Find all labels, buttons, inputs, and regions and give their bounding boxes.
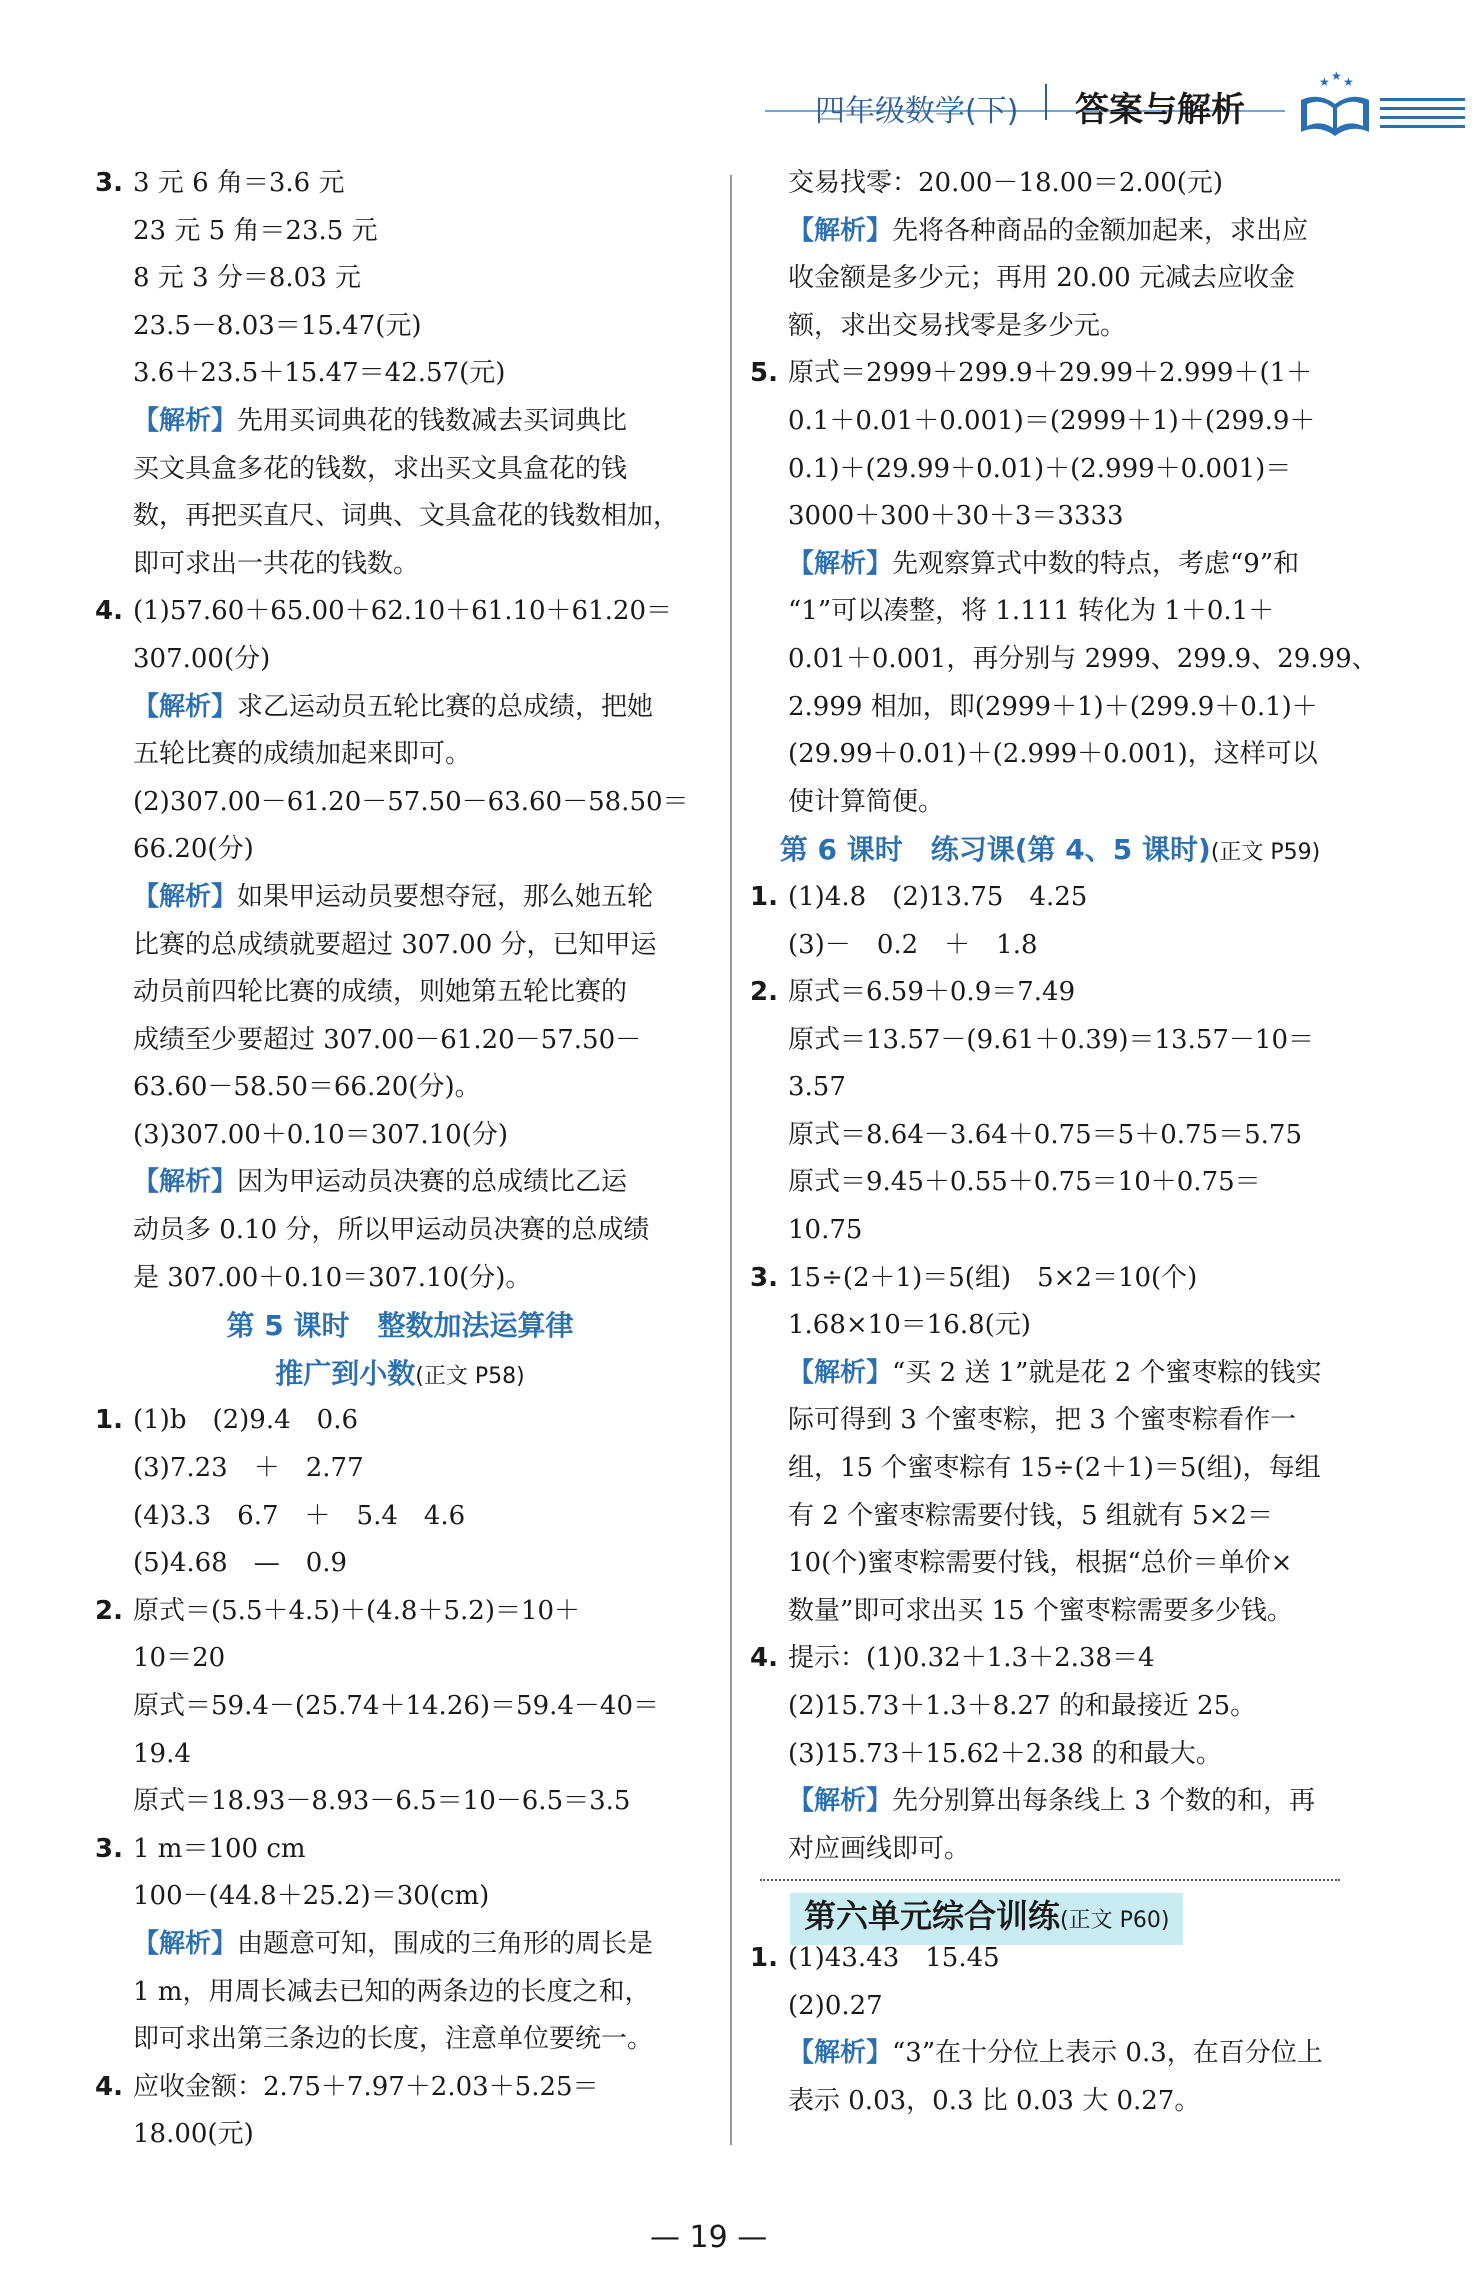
text-line: (2)307.00－61.20－57.50－63.60－58.50＝ (133, 786, 689, 817)
text-line: 五轮比赛的成绩加起来即可。 (133, 739, 472, 770)
text-line: 成绩至少要超过 307.00－61.20－57.50－ (133, 1024, 642, 1055)
text-line: 原式＝18.93－8.93－6.5＝10－6.5＝3.5 (133, 1786, 631, 1817)
analysis-line: 【解析】如果甲运动员要想夺冠，那么她五轮 (133, 881, 654, 912)
text-line: “1”可以凑整，将 1.111 转化为 1＋0.1＋ (788, 596, 1275, 627)
text-line: (3)307.00＋0.10＝307.10(分) (133, 1119, 508, 1150)
question-line: 1. (1)b (2)9.4 0.6 (95, 1397, 705, 1445)
text-line: 0.1)＋(29.99＋0.01)＋(2.999＋0.001)＝ (788, 453, 1292, 484)
question-line: 3. 15÷(2＋1)＝5(组) 5×2＝10(个) (750, 1255, 1350, 1303)
text-line: 66.20(分) (133, 834, 254, 865)
text-line: (2)0.27 (788, 1990, 883, 2021)
header-lines (1380, 98, 1465, 134)
text-line: 动员多 0.10 分，所以甲运动员决赛的总成绩 (133, 1215, 650, 1246)
question-number: 1. (750, 1942, 778, 1973)
text-line: 23 元 5 角＝23.5 元 (133, 215, 378, 246)
question-line: 1. (1)4.8 (2)13.75 4.25 (750, 874, 1350, 922)
question-line: 4. (1)57.60＋65.00＋62.10＋61.10＋61.20＝ (95, 588, 705, 636)
analysis-label: 【解析】 (133, 691, 238, 722)
svg-text:★: ★ (1343, 75, 1354, 89)
section-heading: 推广到小数(正文 P58) (275, 1356, 525, 1390)
question-number: 4. (95, 596, 123, 627)
question-number: 2. (750, 977, 778, 1008)
text-line: 18.00(元) (133, 2119, 254, 2150)
analysis-label: 【解析】 (788, 1786, 893, 1817)
analysis-line: 【解析】“买 2 送 1”就是花 2 个蜜枣粽的钱实 (788, 1357, 1322, 1388)
question-number: 3. (750, 1262, 778, 1293)
text-line: 动员前四轮比赛的成绩，则她第五轮比赛的 (133, 977, 628, 1008)
text-line: (3)7.23 ＋ 2.77 (133, 1453, 364, 1484)
text-line: 0.01＋0.001，再分别与 2999、299.9、29.99、 (788, 643, 1378, 674)
text-line: 使计算简便。 (788, 786, 945, 817)
analysis-label: 【解析】 (133, 1167, 238, 1198)
text-line: 0.1＋0.01＋0.001)＝(2999＋1)＋(299.9＋ (788, 405, 1316, 436)
analysis-label: 【解析】 (788, 215, 893, 246)
text-line: (2)15.73＋1.3＋8.27 的和最接近 25。 (788, 1691, 1257, 1721)
text-line: 3000＋300＋30＋3＝3333 (788, 501, 1124, 532)
analysis-line: 【解析】先将各种商品的金额加起来，求出应 (788, 215, 1309, 246)
question-line: 1. (1)43.43 15.45 (750, 1935, 1350, 1983)
text-line: 307.00(分) (133, 643, 271, 674)
text-line: 数，再把买直尺、词典、文具盒花的钱数相加， (133, 501, 680, 532)
text-line: (4)3.3 6.7 ＋ 5.4 4.6 (133, 1500, 466, 1531)
text-line: 额，求出交易找零是多少元。 (788, 310, 1127, 341)
question-line: 5. 原式＝2999＋299.9＋29.99＋2.999＋(1＋ (750, 350, 1350, 398)
text-line: 1.68×10＝16.8(元) (788, 1310, 1031, 1341)
right-column (750, 160, 1378, 2125)
unit-title: 第六单元综合训练(正文 P60) (790, 1893, 1183, 1945)
question-line: 4. 应收金额：2.75＋7.97＋2.03＋5.25＝ (95, 2064, 705, 2112)
text-line: 原式＝9.45＋0.55＋0.75＝10＋0.75＝ (788, 1167, 1261, 1198)
text-line: 组，15 个蜜枣粽有 15÷(2＋1)＝5(组)，每组 (788, 1453, 1321, 1484)
question-line: 3. 3 元 6 角＝3.6 元 (95, 160, 705, 208)
text-line: 原式＝8.64－3.64＋0.75＝5＋0.75＝5.75 (788, 1119, 1302, 1150)
text-line: 1 m，用周长减去已知的两条边的长度之和， (133, 1976, 651, 2007)
text-line: 数量”即可求出买 15 个蜜枣粽需要多少钱。 (788, 1595, 1293, 1626)
text-line: (3)15.73＋15.62＋2.38 的和最大。 (788, 1738, 1222, 1769)
text-line: (3)－ 0.2 ＋ 1.8 (788, 929, 1038, 960)
question-number: 4. (750, 1643, 778, 1674)
open-book-stars-icon (1295, 70, 1375, 140)
text-line: (29.99＋0.01)＋(2.999＋0.001)，这样可以 (788, 739, 1318, 770)
text-line: (5)4.68 — 0.9 (133, 1548, 348, 1579)
text-line: 对应画线即可。 (788, 1833, 971, 1864)
unit-heading (750, 1887, 1350, 1935)
text-line: 际可得到 3 个蜜枣粽，把 3 个蜜枣粽看作一 (788, 1405, 1297, 1436)
text-line: 表示 0.03，0.3 比 0.03 大 0.27。 (788, 2085, 1201, 2116)
question-number: 5. (750, 358, 778, 389)
text-line: 有 2 个蜜枣粽需要付钱，5 组就有 5×2＝ (788, 1500, 1274, 1531)
text-line: 交易找零：20.00－18.00＝2.00(元) (788, 168, 1224, 198)
question-number: 3. (95, 168, 123, 198)
text-line: 原式＝13.57－(9.61＋0.39)＝13.57－10＝ (788, 1024, 1315, 1055)
text-line: 10＝20 (133, 1643, 226, 1674)
question-line: 2. 原式＝(5.5＋4.5)＋(4.8＋5.2)＝10＋ (95, 1588, 705, 1636)
text-line: 收金额是多少元；再用 20.00 元减去应收金 (788, 263, 1295, 294)
text-line: 100－(44.8＋25.2)＝30(cm) (133, 1881, 490, 1912)
text-line: 8 元 3 分＝8.03 元 (133, 263, 362, 294)
text-line: 即可求出第三条边的长度，注意单位要统一。 (133, 2024, 654, 2055)
question-number: 1. (95, 1405, 123, 1436)
analysis-line: 【解析】“3”在十分位上表示 0.3，在百分位上 (788, 2038, 1323, 2069)
analysis-label: 【解析】 (133, 405, 238, 436)
svg-text:★: ★ (1331, 70, 1342, 83)
text-line: 3.57 (788, 1072, 846, 1103)
analysis-line: 【解析】先用买词典花的钱数减去买词典比 (133, 405, 628, 436)
text-line: 10(个)蜜枣粽需要付钱，根据“总价＝单价× (788, 1548, 1293, 1579)
question-line: 4. 提示：(1)0.32＋1.3＋2.38＝4 (750, 1635, 1350, 1683)
analysis-label: 【解析】 (133, 1928, 238, 1959)
question-number: 3. (95, 1833, 123, 1864)
question-number: 1. (750, 881, 778, 912)
header-title: 答案与解析 (1075, 90, 1245, 130)
header-grade: 四年级数学(下) (815, 94, 1019, 129)
page-header (755, 70, 1395, 150)
section-heading: 第 6 课时 练习课(第 4、5 课时)(正文 P59) (779, 833, 1321, 867)
svg-text:★: ★ (1319, 75, 1330, 89)
column-divider (730, 175, 732, 2145)
analysis-line: 【解析】求乙运动员五轮比赛的总成绩，把她 (133, 691, 654, 722)
text-line: 3.6＋23.5＋15.47＝42.57(元) (133, 358, 506, 389)
analysis-line: 【解析】先观察算式中数的特点，考虑“9”和 (788, 548, 1300, 579)
text-line: 即可求出一共花的钱数。 (133, 548, 420, 579)
question-line: 3. 1 m＝100 cm (95, 1826, 705, 1874)
analysis-line: 【解析】先分别算出每条线上 3 个数的和，再 (788, 1786, 1316, 1817)
text-line: 63.60－58.50＝66.20(分)。 (133, 1072, 481, 1103)
text-line: 买文具盒多花的钱数，求出买文具盒花的钱 (133, 453, 628, 484)
text-line: 比赛的总成绩就要超过 307.00 分，已知甲运 (133, 929, 657, 960)
text-line: 原式＝59.4－(25.74＋14.26)＝59.4－40＝ (133, 1691, 660, 1721)
header-separator (1045, 84, 1047, 120)
analysis-label: 【解析】 (133, 881, 238, 912)
text-line: 10.75 (788, 1215, 863, 1246)
analysis-line: 【解析】因为甲运动员决赛的总成绩比乙运 (133, 1167, 628, 1198)
analysis-label: 【解析】 (788, 548, 893, 579)
section-heading: 第 5 课时 整数加法运算律 (226, 1309, 574, 1343)
text-line: 是 307.00＋0.10＝307.10(分)。 (133, 1262, 532, 1293)
question-line: 2. 原式＝6.59＋0.9＝7.49 (750, 969, 1350, 1017)
text-line: 23.5－8.03＝15.47(元) (133, 310, 422, 341)
left-column (95, 160, 705, 2159)
text-line: 19.4 (133, 1738, 191, 1769)
question-number: 4. (95, 2071, 123, 2102)
analysis-label: 【解析】 (788, 2038, 893, 2069)
question-number: 2. (95, 1595, 123, 1626)
analysis-label: 【解析】 (788, 1357, 893, 1388)
analysis-line: 【解析】由题意可知，围成的三角形的周长是 (133, 1928, 654, 1959)
page-number: — 19 — (650, 2220, 768, 2255)
dotted-divider (760, 1879, 1340, 1881)
text-line: 2.999 相加，即(2999＋1)＋(299.9＋0.1)＋ (788, 691, 1318, 722)
